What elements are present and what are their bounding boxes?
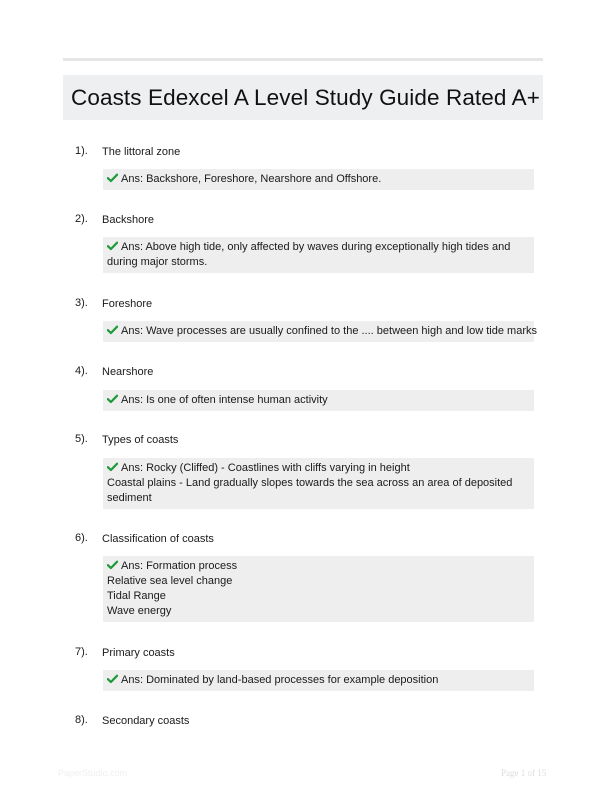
question-text: Backshore: [102, 214, 154, 226]
footer-site-watermark: PaperStudio.com: [58, 768, 128, 778]
answer-box: [103, 169, 534, 190]
answer-box: [103, 237, 534, 273]
answer-text: Ans: Is one of often intense human activity: [121, 394, 328, 406]
question-text: Types of coasts: [102, 434, 179, 446]
answer-text: Coastal plains - Land gradually slopes towards the sea across an area of deposited sediment: [107, 477, 513, 504]
question-number: 5).: [75, 433, 88, 445]
page-number: Page 1 of 15: [501, 768, 547, 778]
document-title: Coasts Edexcel A Level Study Guide Rated A+: [71, 84, 540, 110]
top-rule: [63, 58, 543, 61]
check-icon: [107, 325, 118, 335]
answer-text: Wave energy: [107, 605, 172, 617]
question-number: 4).: [75, 365, 88, 377]
answer-box: [103, 670, 534, 691]
question-text: Foreshore: [102, 298, 153, 310]
answer-box: [103, 458, 534, 509]
check-icon: [107, 394, 118, 404]
check-icon: [107, 560, 118, 570]
question-number: 3).: [75, 297, 88, 309]
check-icon: [107, 462, 118, 472]
answer-text: Tidal Range: [107, 590, 166, 602]
answer-text: Ans: Above high tide, only affected by waves during exceptionally high tides and during major storms.: [107, 241, 511, 268]
answer-text: Ans: Rocky (Cliffed) - Coastlines with cliffs varying in height: [121, 462, 410, 474]
question-number: 2).: [75, 213, 88, 225]
answer-text: Ans: Wave processes are usually confined to the .... between high and low tide marks: [121, 325, 537, 337]
answer-text: Ans: Backshore, Foreshore, Nearshore and Offshore.: [121, 173, 382, 185]
question-text: Classification of coasts: [102, 533, 214, 545]
answer-box: [103, 321, 537, 342]
title-banner: [63, 75, 543, 120]
check-icon: [107, 674, 118, 684]
question-number: 1).: [75, 145, 88, 157]
answer-text: Ans: Dominated by land-based processes for example deposition: [121, 674, 439, 686]
question-number: 7).: [75, 646, 88, 658]
answer-box: [103, 556, 534, 622]
check-icon: [107, 241, 118, 251]
question-number: 8).: [75, 714, 88, 726]
question-text: Primary coasts: [102, 647, 175, 659]
answer-box: [103, 390, 534, 411]
question-text: The littoral zone: [102, 146, 181, 158]
question-text: Nearshore: [102, 366, 154, 378]
answer-text: Relative sea level change: [107, 575, 233, 587]
answer-text: Ans: Formation process: [121, 560, 238, 572]
question-number: 6).: [75, 532, 88, 544]
question-text: Secondary coasts: [102, 715, 190, 727]
check-icon: [107, 173, 118, 183]
